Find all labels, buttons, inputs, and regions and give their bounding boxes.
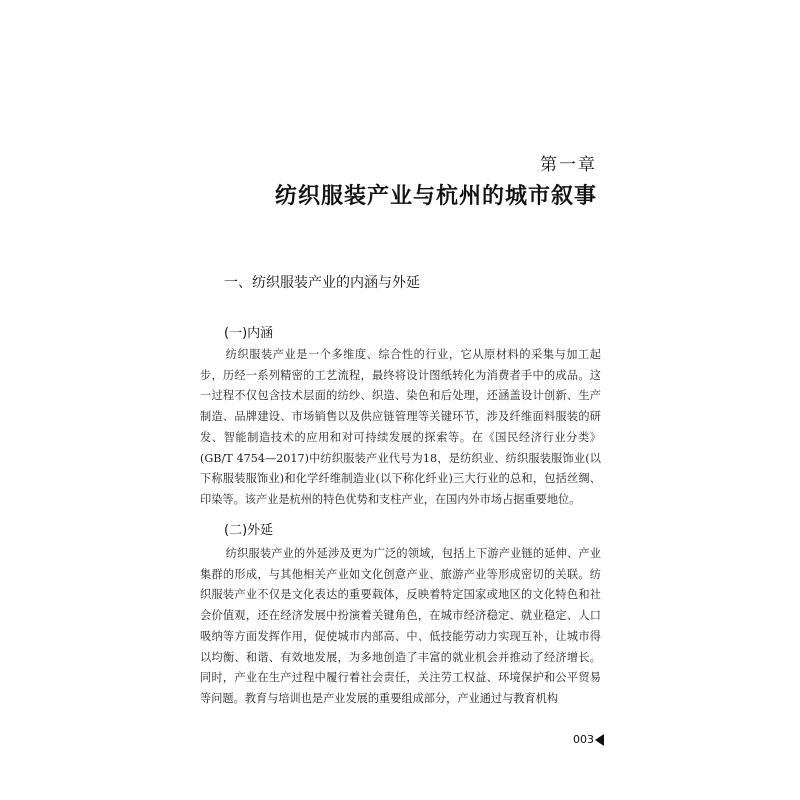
paragraph-connotation: 纺织服装产业是一个多维度、综合性的行业，它从原材料的采集与加工起步，历经一系列精密的工艺流程，最终将设计图纸转化为消费者手中的成品。这一过程不仅包含技术层面的纺纱、织造、染色和后处理，还涵盖设计创新、生产制造、品牌建设、市场销售以及供应链管理等关键环节，涉及纤维面料服装的研发、智能制造技术的应用和对可持续发展的探索等。在《国民经济行业分类》(GB/T 4754—2017)中纺织服装产业代号为18，是纺织业、纺织服装服饰业(以下称服装服饰业)和化学纤维制造业(以下称化纤业)三大行业的总和，包括丝绸、印染等。该产业是杭州的特色优势和支柱产业，在国内外市场占据重要地位。 [200,348,601,506]
chapter-title: 纺织服装产业与杭州的城市叙事 [274,183,597,209]
paragraph-extension: 纺织服装产业的外延涉及更为广泛的领域，包括上下游产业链的延伸、产业集群的形成，与其他相关产业如文化创意产业、旅游产业等形成密切的关联。纺织服装产业不仅是文化表达的重要载体，反映着特定国家或地区的文化特色和社会价值观，还在经济发展中扮演着关键角色，在城市经济稳定、就业稳定、人口吸纳等方面发挥作用，促使城市内部高、中、低技能劳动力实现互补，让城市得以均衡、和谐、有效地发展，为多地创造了丰富的就业机会并推动了经济增长。同时，产业在生产过程中履行着社会责任，关注劳工权益、环境保护和公平贸易等问题。教育与培训也是产业发展的重要组成部分，产业通过与教育机构 [200,547,601,705]
chapter-label: 第一章 [540,155,597,175]
page-number: 003 [573,733,594,746]
subsection-heading-connotation: (一)内涵 [224,326,274,341]
subsection-heading-extension: (二)外延 [224,523,274,538]
page-number-block [573,733,604,746]
left-triangle-icon [595,734,604,746]
section-heading: 一、纺织服装产业的内涵与外延 [224,275,420,291]
